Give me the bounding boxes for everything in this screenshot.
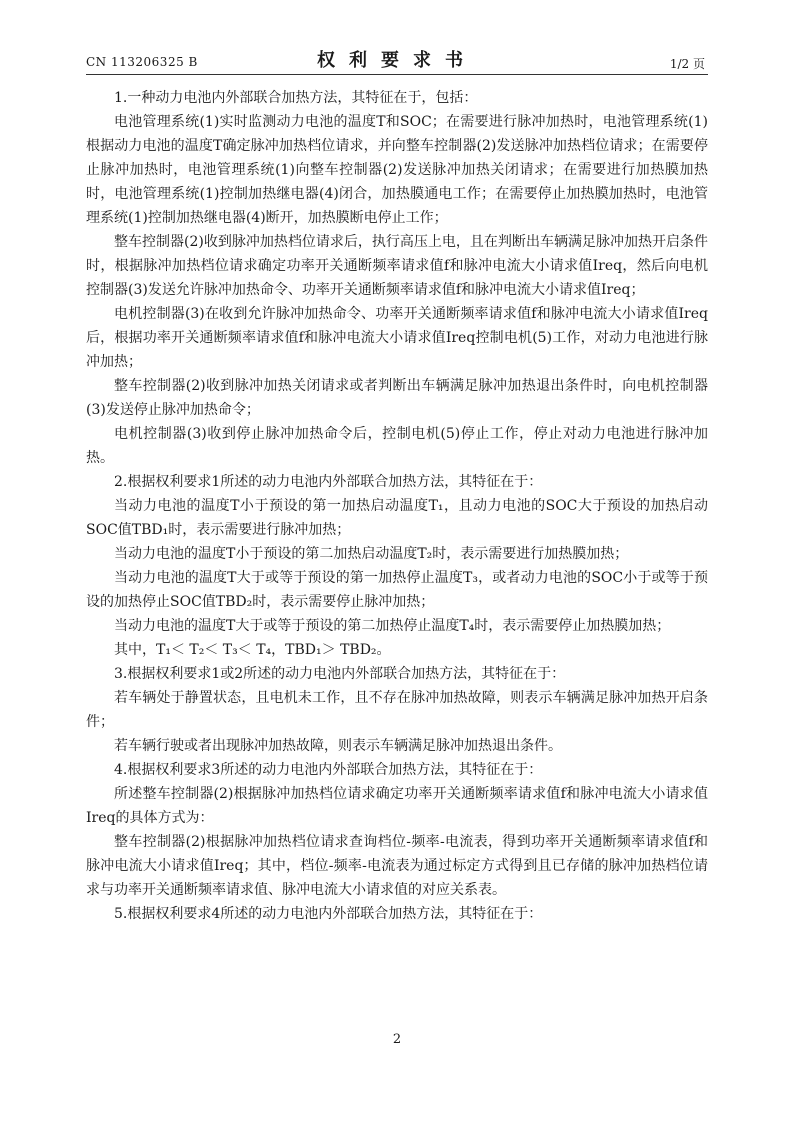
claim-4-heading: 4.根据权利要求3所述的动力电池内外部联合加热方法，其特征在于： bbox=[114, 762, 543, 778]
page-title: 权利要求书 bbox=[317, 50, 477, 71]
page-number: 2 bbox=[392, 1032, 402, 1047]
claim-5-heading: 5.根据权利要求4所述的动力电池内外部联合加热方法，其特征在于： bbox=[114, 906, 543, 922]
claim-1-vcu-paragraph: 整车控制器(2)收到脉冲加热档位请求后，执行高压上电，且在判断出车辆满足脉冲加热开启条件时，根据脉冲加热档位请求确定功率开关通断频率请求值f和脉冲电流大小请求值Ireq，然后向电机控制器(3)发送允许脉冲加热命令、功率开关通断频率请求值f和脉冲电流大小请求值Ireq； bbox=[86, 234, 708, 298]
claim-3-heading: 3.根据权利要求1或2所述的动力电池内外部联合加热方法，其特征在于： bbox=[114, 666, 566, 682]
claim-2-condition-2: 当动力电池的温度T小于预设的第二加热启动温度T₂时，表示需要进行加热膜加热； bbox=[114, 546, 629, 562]
claim-2-condition-1: 当动力电池的温度T小于预设的第一加热启动温度T₁，且动力电池的SOC大于预设的加热启动SOC值TBD₁时，表示需要进行脉冲加热； bbox=[86, 498, 708, 538]
claim-1-bms-paragraph: 电池管理系统(1)实时监测动力电池的温度T和SOC；在需要进行脉冲加热时，电池管理系统(1)根据动力电池的温度T确定脉冲加热档位请求，并向整车控制器(2)发送脉冲加热档位请求；在需要停止脉冲加热时，电池管理系统(1)向整车控制器(2)发送脉冲加热关闭请求；在需要进行加热膜加热时，电池管理系统(1)控制加热继电器(4)闭合，加热膜通电工作；在需要停止加热膜加热时，电池管理系统(1)控制加热继电器(4)断开，加热膜断电停止工作； bbox=[86, 114, 708, 226]
claim-1-stop-paragraph: 电机控制器(3)收到停止脉冲加热命令后，控制电机(5)停止工作，停止对动力电池进行脉冲加热。 bbox=[86, 426, 708, 466]
header-divider bbox=[86, 74, 708, 75]
claim-2-relation: 其中，T₁＜ T₂＜ T₃＜ T₄，TBD₁＞ TBD₂。 bbox=[114, 642, 391, 658]
page-indicator: 1/2 页 bbox=[669, 57, 705, 71]
claim-2-condition-4: 当动力电池的温度T大于或等于预设的第二加热停止温度T₄时，表示需要停止加热膜加热； bbox=[114, 618, 671, 634]
claim-2-heading: 2.根据权利要求1所述的动力电池内外部联合加热方法，其特征在于： bbox=[114, 474, 543, 490]
claim-2-condition-3: 当动力电池的温度T大于或等于预设的第一加热停止温度T₃，或者动力电池的SOC小于或等于预设的加热停止SOC值TBD₂时，表示需要停止脉冲加热； bbox=[86, 570, 708, 610]
claims-body bbox=[86, 86, 708, 926]
claim-3-condition-2: 若车辆行驶或者出现脉冲加热故障，则表示车辆满足脉冲加热退出条件。 bbox=[114, 738, 562, 754]
patent-number: CN 113206325 B bbox=[86, 55, 198, 69]
claim-4-paragraph-1: 所述整车控制器(2)根据脉冲加热档位请求确定功率开关通断频率请求值f和脉冲电流大小请求值Ireq的具体方式为： bbox=[86, 786, 708, 826]
claim-4-paragraph-2: 整车控制器(2)根据脉冲加热档位请求查询档位-频率-电流表，得到功率开关通断频率请求值f和脉冲电流大小请求值Ireq；其中，档位-频率-电流表为通过标定方式得到且已存储的脉冲加热档位请求与功率开关通断频率请求值、脉冲电流大小请求值的对应关系表。 bbox=[86, 834, 708, 898]
claim-3-condition-1: 若车辆处于静置状态，且电机未工作，且不存在脉冲加热故障，则表示车辆满足脉冲加热开启条件； bbox=[86, 690, 708, 730]
claim-1-heading: 1.一种动力电池内外部联合加热方法，其特征在于，包括： bbox=[114, 90, 478, 106]
claim-1-mcu-paragraph: 电机控制器(3)在收到允许脉冲加热命令、功率开关通断频率请求值f和脉冲电流大小请求值Ireq后，根据功率开关通断频率请求值f和脉冲电流大小请求值Ireq控制电机(5)工作，对动力电池进行脉冲加热； bbox=[86, 306, 708, 370]
claim-1-stop-request-paragraph: 整车控制器(2)收到脉冲加热关闭请求或者判断出车辆满足脉冲加热退出条件时，向电机控制器(3)发送停止脉冲加热命令； bbox=[86, 378, 708, 418]
